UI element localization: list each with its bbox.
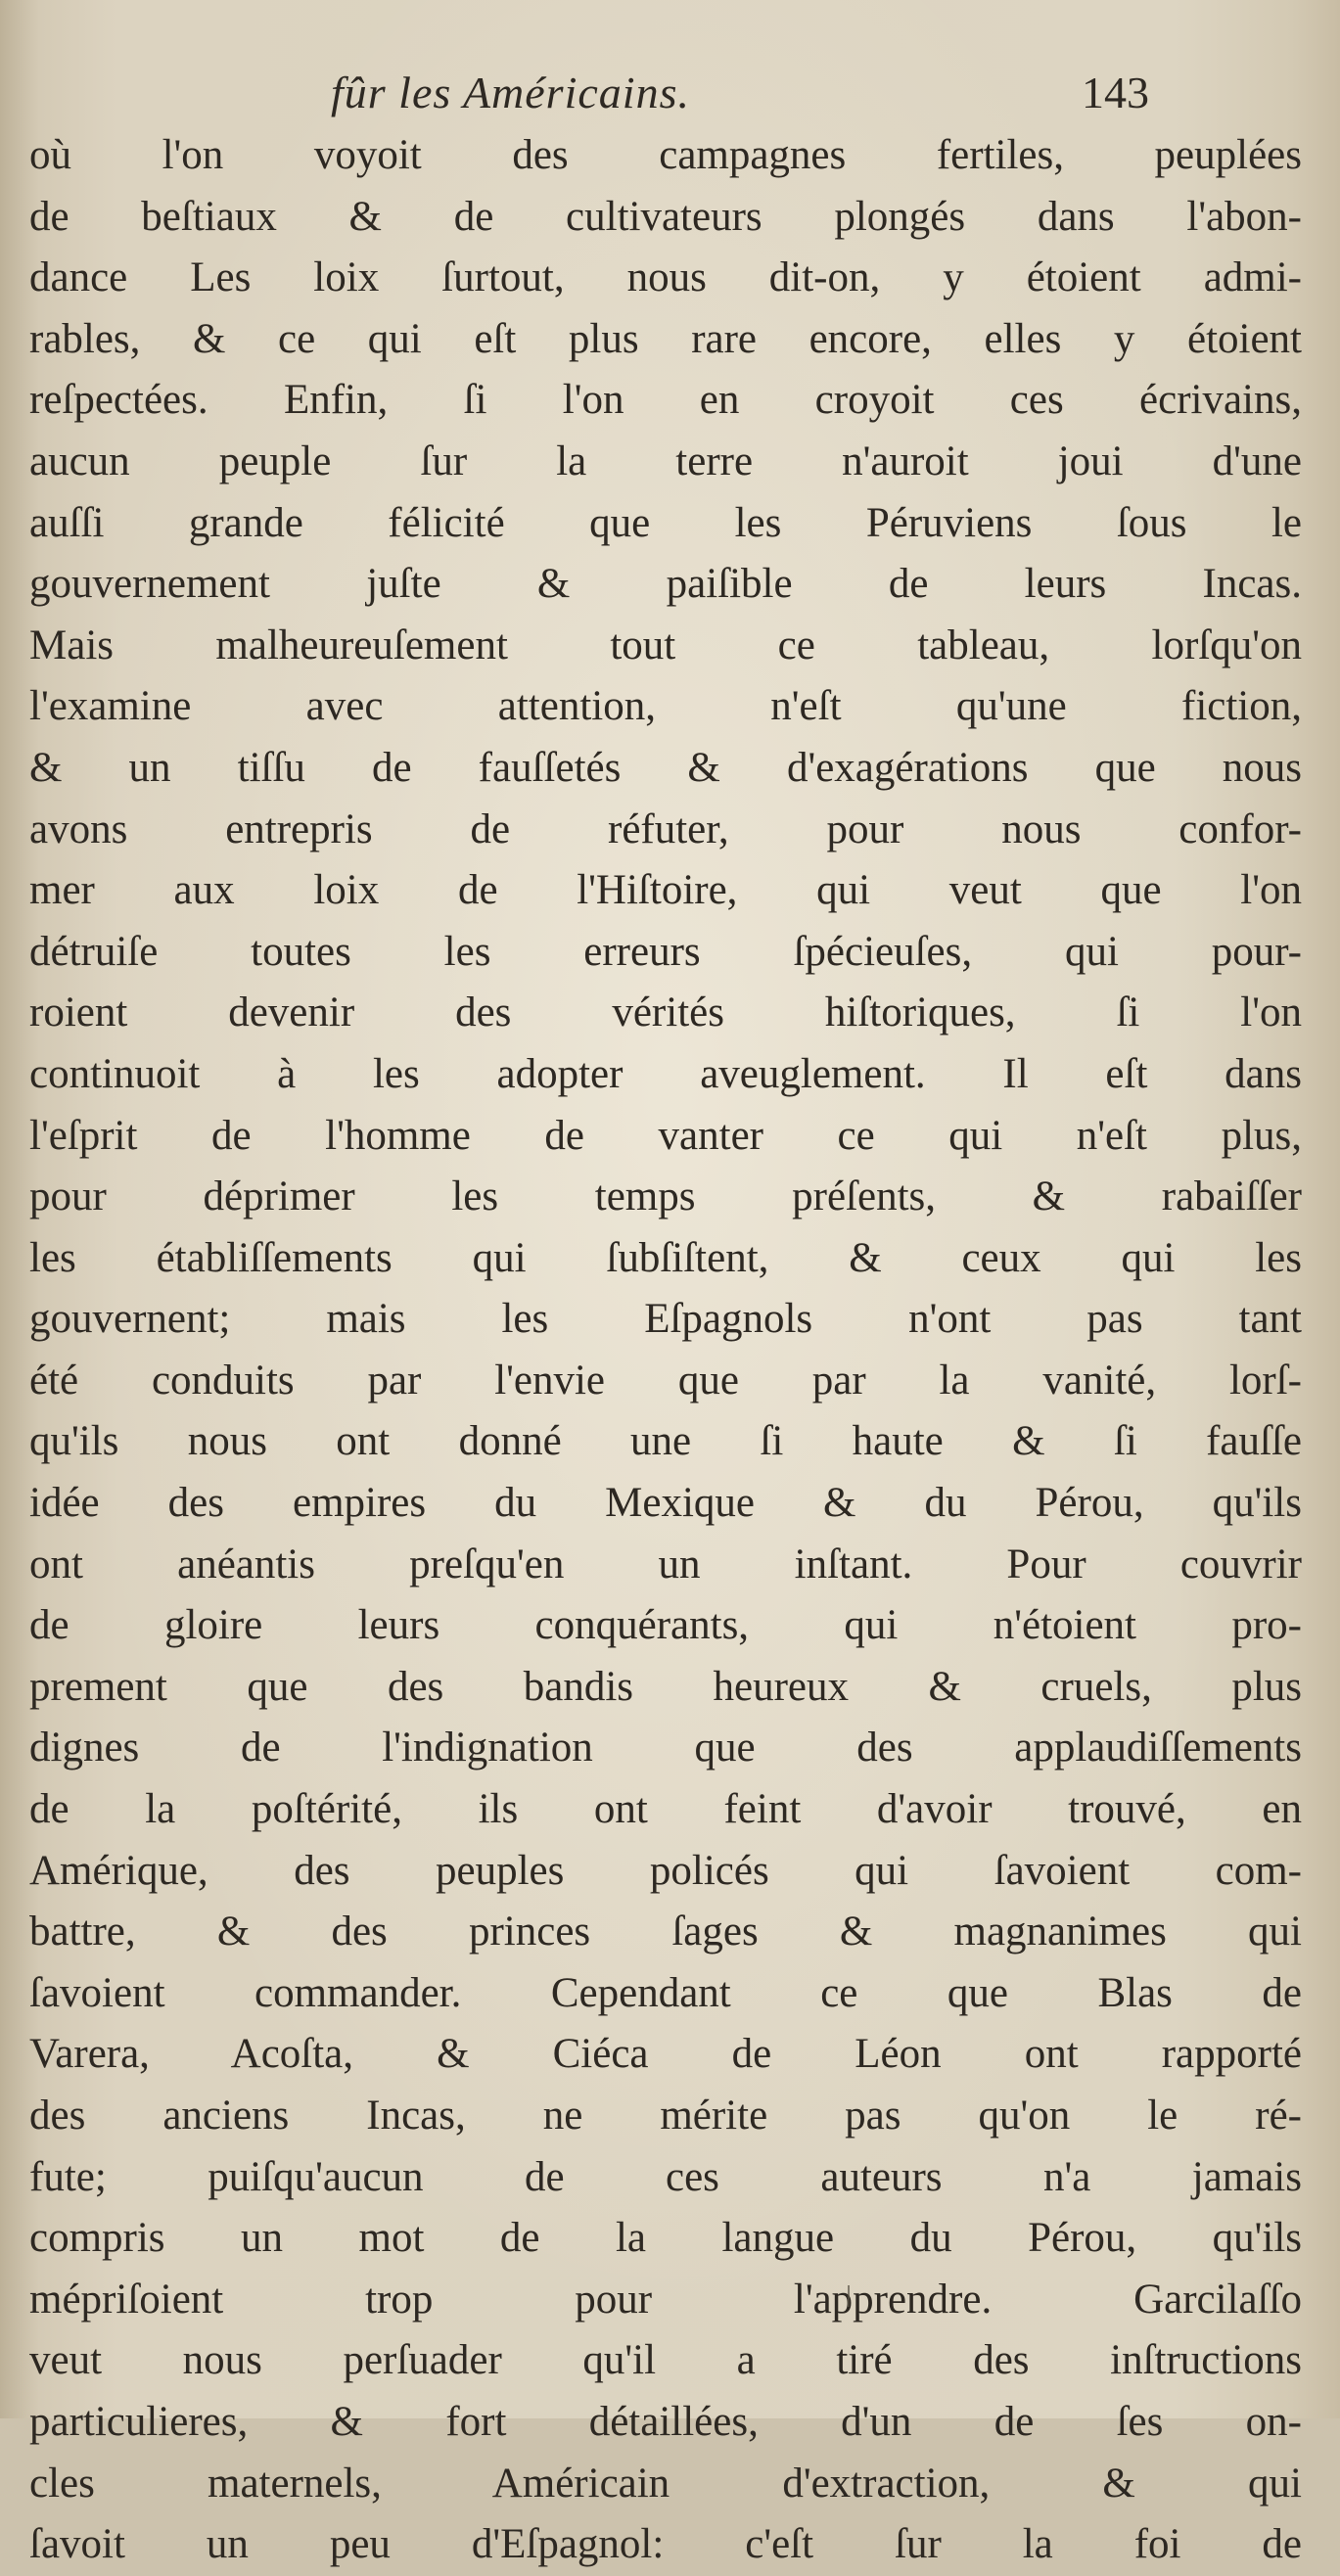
text-line: dance Les loix ſurtout, nous dit-on, y étoient admi- bbox=[29, 254, 1302, 301]
text-line: de gloire leurs conquérants, qui n'étoient pro- bbox=[29, 1602, 1302, 1649]
text-line: reſpectées. Enfin, ſi l'on en croyoit ces écrivains, bbox=[29, 377, 1302, 424]
running-title: fûr les Américains. bbox=[331, 68, 690, 117]
text-line: l'examine avec attention, n'eſt qu'une fiction, bbox=[29, 683, 1302, 730]
text-line: gouvernement juſte & paiſible de leurs Incas. bbox=[29, 561, 1302, 608]
text-line: Amérique, des peuples policés qui ſavoient com- bbox=[29, 1847, 1302, 1894]
text-line: compris un mot de la langue du Pérou, qu'ils bbox=[29, 2215, 1302, 2262]
text-line: veut nous perſuader qu'il a tiré des inſtructions bbox=[29, 2337, 1302, 2384]
text-line: rables, & ce qui eſt plus rare encore, elles y étoient bbox=[29, 315, 1302, 362]
text-line: prement que des bandis heureux & cruels, plus bbox=[29, 1663, 1302, 1710]
text-line: & un tiſſu de fauſſetés & d'exagérations que nous bbox=[29, 744, 1302, 791]
text-line: mer aux loix de l'Hiſtoire, qui veut que l'on bbox=[29, 867, 1302, 914]
text-line: gouvernent; mais les Eſpagnols n'ont pas tant bbox=[29, 1296, 1302, 1343]
text-line: ont anéantis preſqu'en un inſtant. Pour couvrir bbox=[29, 1541, 1302, 1587]
text-line: l'eſprit de l'homme de vanter ce qui n'eſt plus, bbox=[29, 1112, 1302, 1159]
text-line: aucun peuple ſur la terre n'auroit joui d'une bbox=[29, 437, 1302, 484]
text-line: continuoit à les adopter aveuglement. Il eſt dans bbox=[29, 1050, 1302, 1097]
text-line: Mais malheureuſement tout ce tableau, lorſqu'on bbox=[29, 621, 1302, 668]
text-line: mépriſoient trop pour l'apprendre. Garcilaſſo bbox=[29, 2276, 1302, 2323]
body-text bbox=[29, 125, 1302, 2576]
text-line: avons entrepris de réfuter, pour nous confor- bbox=[29, 805, 1302, 852]
text-line: qu'ils nous ont donné une ſi haute & ſi fauſſe bbox=[29, 1418, 1302, 1465]
text-line: roient devenir des vérités hiſtoriques, ſi l'on bbox=[29, 989, 1302, 1036]
text-line: des anciens Incas, ne mérite pas qu'on le ré- bbox=[29, 2093, 1302, 2139]
text-line: pour déprimer les temps préſents, & rabaiſſer bbox=[29, 1173, 1302, 1220]
text-line: ſavoit un peu d'Eſpagnol: c'eſt ſur la foi de bbox=[29, 2521, 1302, 2568]
text-line: idée des empires du Mexique & du Pérou, qu'ils bbox=[29, 1480, 1302, 1527]
text-line: détruiſe toutes les erreurs ſpécieuſes, qui pour- bbox=[29, 928, 1302, 975]
text-line: de la poſtérité, ils ont feint d'avoir trouvé, en bbox=[29, 1786, 1302, 1833]
text-line: les établiſſements qui ſubſiſtent, & ceux qui les bbox=[29, 1234, 1302, 1281]
printer-mark bbox=[848, 2285, 854, 2307]
text-line: où l'on voyoit des campagnes fertiles, peuplées bbox=[29, 132, 1302, 178]
page-header bbox=[0, 67, 1340, 125]
text-line: ſavoient commander. Cependant ce que Blas de bbox=[29, 1969, 1302, 2016]
text-line: auſſi grande félicité que les Péruviens ſous le bbox=[29, 499, 1302, 546]
text-line: battre, & des princes ſages & magnanimes qui bbox=[29, 1909, 1302, 1955]
page-number: 143 bbox=[1082, 68, 1149, 117]
text-line: cles maternels, Américain d'extraction, & qui bbox=[29, 2460, 1302, 2507]
text-line: de beſtiaux & de cultivateurs plongés dans l'abon- bbox=[29, 193, 1302, 240]
text-line: Varera, Acoſta, & Ciéca de Léon ont rapporté bbox=[29, 2031, 1302, 2078]
text-line: été conduits par l'envie que par la vanité, lorſ- bbox=[29, 1357, 1302, 1403]
text-line: particulieres, & fort détaillées, d'un de ſes on- bbox=[29, 2398, 1302, 2445]
text-line: dignes de l'indignation que des applaudiſſements bbox=[29, 1725, 1302, 1771]
text-line: fute; puiſqu'aucun de ces auteurs n'a jamais bbox=[29, 2153, 1302, 2200]
